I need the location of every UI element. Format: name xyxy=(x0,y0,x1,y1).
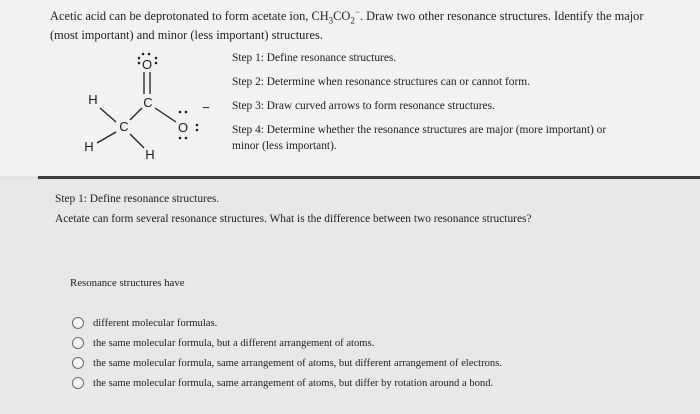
option-label: the same molecular formula, same arrangement of atoms, but different arrangement of electrons. xyxy=(93,357,502,369)
step-item: Step 3: Draw curved arrows to form resonance structures. xyxy=(232,100,495,112)
negative-charge: − xyxy=(202,100,210,115)
atom-c-carbonyl: C xyxy=(143,95,153,110)
bond-c-o xyxy=(155,108,176,122)
radio-button[interactable] xyxy=(72,357,84,369)
radio-button[interactable] xyxy=(72,337,84,349)
radio-button[interactable] xyxy=(72,317,84,329)
step-item: Step 2: Determine when resonance structures can or cannot form. xyxy=(232,76,530,88)
step-item: Step 1: Define resonance structures. xyxy=(232,52,397,64)
acetate-structure xyxy=(70,46,230,176)
option-label: the same molecular formula, but a different arrangement of atoms. xyxy=(93,337,375,349)
question-text: Acetic acid can be deprotonated to form acetate ion, $CH_3CO_2^-$. Draw two other resonance structures. Identify the major (most important) and minor (less important) structures. xyxy=(50,6,644,42)
option-1[interactable] xyxy=(72,313,502,333)
atom-o-right: O xyxy=(177,120,189,135)
option-label: the same molecular formula, same arrangement of atoms, but differ by rotation around a bond. xyxy=(93,377,494,389)
atom-h-top: H xyxy=(88,92,98,107)
option-label: different molecular formulas. xyxy=(93,317,218,329)
option-2[interactable] xyxy=(72,333,502,353)
prompt-label: Resonance structures have xyxy=(70,277,185,289)
bond-c-h-bottom xyxy=(130,134,144,148)
atom-c-methylene: C xyxy=(119,119,129,134)
answer-options xyxy=(72,313,502,393)
steps-list xyxy=(232,50,632,162)
option-4[interactable] xyxy=(72,373,502,393)
atom-h-left: H xyxy=(84,139,94,154)
radio-button[interactable] xyxy=(72,377,84,389)
current-step-title: Step 1: Define resonance structures. xyxy=(55,193,220,205)
bond-c-c xyxy=(130,108,142,120)
option-3[interactable] xyxy=(72,353,502,373)
bond-c-h-left xyxy=(97,132,116,143)
atom-o-top: O xyxy=(141,57,153,72)
atom-h-bottom: H xyxy=(145,147,155,162)
step-item: Step 4: Determine whether the resonance structures are major (more important) or minor (less important). xyxy=(232,124,607,152)
bond-c-h-top xyxy=(100,108,116,122)
current-step-question: Acetate can form several resonance structures. What is the difference between two resonance structures? xyxy=(55,213,532,225)
